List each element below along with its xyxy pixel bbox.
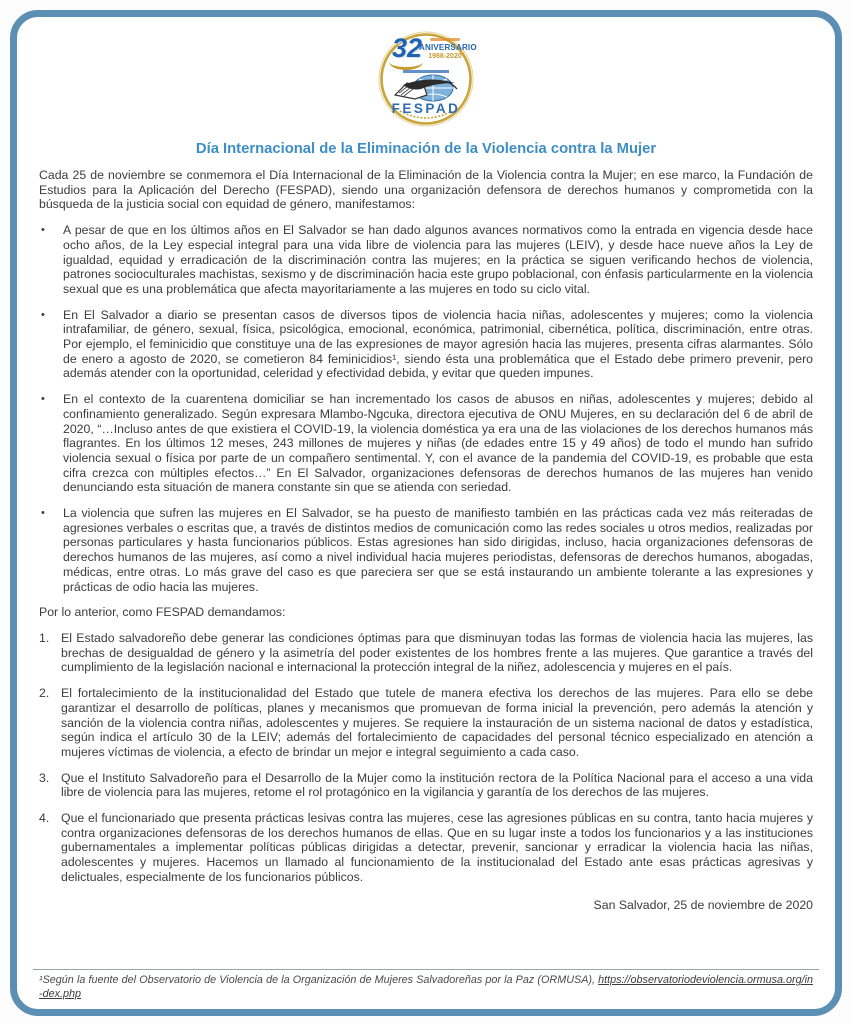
bullet-text-1: A pesar de que en los últimos años en El Salvador se han dado algunos avances normativos como la entrada en vigencia desde hace ocho años, de la Ley especial integral para una vida libre de violencia para las mujeres (LEIV), y desde hace nueve años la Ley de igualdad, equidad y erradicación de la discriminación contra las mujeres; en la práctica se siguen verificando hechos de violencia, patrones socioculturales machistas, sexismo y de discriminación hacia este grupo poblacional, con énfasis particularmente en la violencia sexual que es una problemática que afecta mayoritariamente a las mujeres en todo su ciclo vital. (63, 223, 813, 296)
logo-years: 1988-2020 (428, 53, 462, 60)
footnote-text: ¹Según la fuente del Observatorio de Violencia de la Organización de Mujeres Salvadoreñas por la Paz (ORMUSA), (39, 974, 599, 986)
bullet-text-4: La violencia que sufren las mujeres en El Salvador, se ha puesto de manifiesto también en las prácticas cada vez más reiteradas de agresiones verbales o escritas que, a través de distintos medios de comunicación como las redes sociales u otros medios, realizadas por personas particulares y hasta funcionarios públicos. Estas agresiones han sido dirigidas, incluso, hacia organizaciones defensoras de derechos humanos de las mujeres, así como a nivel individual hacia mujeres periodistas, defensoras de derechos humanos, abogadas, médicas, entre otras. Lo más grave del caso es que pareciera ser que se está instaurando un ambiente tolerante a las expresiones y prácticas de odio hacia las mujeres. (63, 506, 813, 594)
logo-32-number: 32 (392, 33, 423, 63)
demand-item-3 (39, 771, 813, 800)
demand-number-4: 4. (39, 811, 50, 826)
document-page (10, 10, 842, 1016)
footnote (39, 974, 813, 1001)
dateline: San Salvador, 25 de noviembre de 2020 (593, 897, 813, 912)
intro-paragraph: Cada 25 de noviembre se conmemora el Día Internacional de la Eliminación de la Violencia contra la Mujer; en ese marco, la Fundación de Estudios para la Aplicación del Derecho (FESPAD), siendo una organización defensora de derechos humanos y comprometida con la búsqueda de la justicia social con equidad de género, manifestamos: (39, 168, 813, 212)
flex-spacer (39, 912, 813, 957)
demands-intro: Por lo anterior, como FESPAD demandamos: (39, 605, 286, 620)
demand-number-1: 1. (39, 630, 50, 645)
demand-number-2: 2. (39, 686, 50, 701)
demand-text-1: El Estado salvadoreño debe generar las condiciones óptimas para que disminuyan todas las formas de violencia hacia las mujeres, las brechas de desigualdad de género y la asimetría del poder existentes de los hombres frente a las mujeres. Que garantice a través del cumplimiento de la legislación nacional e internacional la protección integral de la niñez, adolescencia y mujeres en el país. (61, 630, 813, 675)
demand-text-4: Que el funcionariado que presenta prácticas lesivas contra las mujeres, cese las agresiones públicas en su contra, tanto hacia mujeres y contra organizaciones defensoras de los derechos humanos de ellas. Que en su lugar inste a todos los funcionarios y a las instituciones gubernamentales a implementar políticas públicas dirigidas a detectar, prevenir, sancionar y erradicar la violencia hacia las niñas, adolescentes y mujeres. Hacemos un llamado al funcionamiento de la institucionalad del Estado ante esas prácticas agresivas y delictuales, especialmente de los funcionarios públicos. (61, 811, 813, 884)
bullet-marker: • (41, 308, 45, 321)
logo-small-top-text (430, 38, 460, 41)
page-title: Día Internacional de la Eliminación de la Violencia contra la Mujer (195, 141, 657, 157)
demand-text-3: Que el Instituto Salvadoreño para el Desarrollo de la Mujer como la institución rectora de la Política Nacional para el acceso a una vida libre de violencia para las mujeres, retome el rol protagónico en la vigilancia y garantía de los derechos de las mujeres. (61, 770, 813, 800)
footnote-divider (33, 969, 819, 970)
demand-item-4 (39, 811, 813, 885)
bullet-item-2 (39, 308, 813, 382)
bullet-text-3: En el contexto de la cuarentena domiciliar se han incrementado los casos de abusos en niñas, adolescentes y mujeres; debido al confinamiento generalizado. Según expresara Mlambo-Ngcuka, directora ejecutiva de ONU Mujeres, en su declaración del 6 de abril de 2020, “…Incluso antes de que existiera el COVID-19, la violencia doméstica ya era una de las violaciones de los derechos humanos más flagrantes. En los últimos 12 meses, 243 millones de mujeres y niñas (de edades entre 15 y 49 años) de todo el mundo han sufrido violencia sexual o física por parte de un compañero sentimental. Y, con el avance de la pandemia del COVID-19, es probable que esta cifra crezca con múltiples efectos…” En El Salvador, organizaciones defensoras de derechos humanos de las mujeres han venido denunciando esta situación de manera constante sin que se atienda con seriedad. (63, 392, 813, 495)
demand-number-3: 3. (39, 770, 50, 785)
logo-fespad-wordmark: FESPAD (391, 101, 461, 116)
demand-item-2 (39, 686, 813, 760)
bullet-item-1 (39, 223, 813, 297)
bullet-item-4 (39, 506, 813, 594)
bullet-text-2: En El Salvador a diario se presentan casos de diversos tipos de violencia hacia niñas, adolescentes y mujeres; como la violencia intrafamiliar, de género, sexual, física, psicológica, emocional, económica, patrimonial, cibernética, política, discriminación, entre otras. Por ejemplo, el feminicidio que constituye una de las expresiones de mayor agresión hacia las mujeres, presenta cifras alarmantes. Sólo de enero a agosto de 2020, se cometieron 84 feminicidios¹, siendo ésta una problemática que el Estado debe primero prevenir, pero además atender con la oportunidad, celeridad y efectividad debida, y evitar que queden impunes. (63, 307, 813, 381)
demand-text-2: El fortalecimiento de la institucionalidad del Estado que tutele de manera efectiva los derechos de las mujeres. Para ello se debe garantizar el desarrollo de políticas, planes y mecanismos que promuevan de forma inicial la prevención, pero además la atención y sanción de la violencia contra niñas, adolescentes y mujeres. Se requiere la instauración de un sistema nacional de datos y estadística, según indica el artículo 30 de la LEIV; además del fortalecimiento de capacidades del personal técnico especializado en atención a mujeres víctimas de violencia, a efecto de brindar un mejor e integral seguimiento a cada caso. (61, 686, 813, 759)
footnote-link[interactable]: https://observatoriodeviolencia.ormusa.org/in-dex.php (39, 974, 813, 1000)
bullet-item-3 (39, 392, 813, 495)
bullet-marker: • (41, 507, 45, 520)
logo-anniversary-label: ANIVERSARIO (419, 43, 477, 52)
logo-book-globe-graphic (393, 73, 459, 103)
fespad-logo (375, 29, 477, 129)
demand-item-1 (39, 631, 813, 675)
bullet-marker: • (41, 224, 45, 237)
bullet-marker: • (41, 393, 45, 406)
